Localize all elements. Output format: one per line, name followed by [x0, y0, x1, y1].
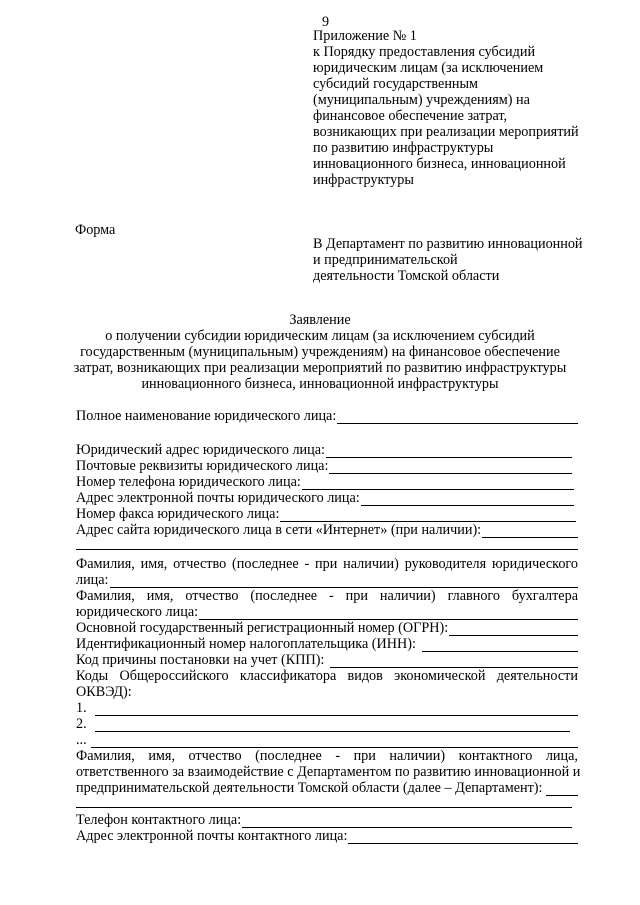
legal-address-field[interactable]	[76, 442, 572, 458]
fill-line[interactable]	[110, 575, 578, 588]
contact-field[interactable]	[76, 780, 578, 796]
fill-line[interactable]	[95, 719, 570, 732]
word: Коды	[76, 668, 109, 684]
word: наличии)	[389, 748, 446, 764]
legal-address-label: Юридический адрес юридического лица:	[76, 442, 325, 458]
fill-line[interactable]	[242, 815, 572, 828]
fill-line[interactable]	[329, 461, 572, 474]
phone-label: Номер телефона юридического лица:	[76, 474, 301, 490]
fax-field[interactable]	[76, 506, 576, 522]
okved-item-number: 1.	[76, 700, 87, 716]
title-heading: Заявление	[289, 312, 351, 328]
head-field[interactable]	[76, 572, 578, 588]
word: лица,	[545, 748, 578, 764]
contact-label: предпринимательской деятельности Томской области (далее – Департамент):	[76, 780, 543, 796]
okved-item-number: 2.	[76, 716, 87, 732]
word: (последнее	[255, 748, 322, 764]
kpp-label: Код причины постановки на учет (КПП):	[76, 652, 325, 668]
addressee-line: В Департамент по развитию инновационной	[313, 236, 583, 252]
word: (последнее	[250, 588, 318, 604]
accountant-field[interactable]	[76, 604, 578, 620]
postal-field[interactable]	[76, 458, 572, 474]
ogrn-label: Основной государственный регистрационный номер (ОГРН):	[76, 620, 449, 636]
word: имя,	[146, 588, 174, 604]
fill-line[interactable]	[422, 639, 578, 652]
fill-line[interactable]	[482, 525, 578, 538]
fax-label: Номер факса юридического лица:	[76, 506, 280, 522]
website-label: Адрес сайта юридического лица в сети «Интернет» (при наличии):	[76, 522, 482, 538]
full-name-field[interactable]	[76, 408, 578, 424]
title-line: государственным (муниципальным) учреждениям) на финансовое обеспечение	[80, 344, 560, 360]
fill-line[interactable]	[302, 477, 574, 490]
fill-line[interactable]	[95, 703, 578, 716]
word: видов	[347, 668, 383, 684]
addressee-line: деятельности Томской области	[313, 268, 500, 284]
contact-phone-field[interactable]	[76, 812, 572, 828]
okved-item-2[interactable]	[76, 716, 570, 732]
word: контактного	[458, 748, 533, 764]
contact-phone-label: Телефон контактного лица:	[76, 812, 242, 828]
word: Общероссийского	[119, 668, 229, 684]
word: Фамилия,	[76, 556, 135, 572]
appendix-line: инфраструктуры	[313, 172, 414, 188]
word: при	[353, 748, 376, 764]
word: отчество	[173, 556, 227, 572]
appendix-line: юридическим лицам (за исключением	[313, 60, 544, 76]
word: Фамилия,	[76, 588, 135, 604]
okved-more: ...	[76, 732, 87, 748]
fill-line[interactable]	[326, 445, 572, 458]
word: наличии)	[343, 556, 399, 572]
fill-line[interactable]	[348, 831, 578, 844]
word: Фамилия,	[76, 748, 135, 764]
fill-line[interactable]	[76, 548, 578, 550]
fill-line[interactable]	[337, 411, 578, 424]
appendix-line: Приложение № 1	[313, 28, 417, 44]
word: при	[345, 588, 368, 604]
okved-item-more[interactable]	[76, 732, 578, 748]
appendix-line: субсидий государственным	[313, 76, 479, 92]
okved-label-line	[76, 668, 578, 684]
email-field[interactable]	[76, 490, 574, 506]
fill-line[interactable]	[280, 509, 576, 522]
fill-line[interactable]	[361, 493, 574, 506]
email-label: Адрес электронной почты юридического лица:	[76, 490, 360, 506]
word: классификатора	[239, 668, 337, 684]
contact-label-line-2: ответственного за взаимодействие с Департаментом по развитию инновационной и	[76, 764, 581, 780]
addressee-block	[313, 236, 613, 284]
word: руководителя	[404, 556, 487, 572]
word: имя,	[140, 556, 168, 572]
website-field[interactable]	[76, 522, 578, 538]
word: имя,	[148, 748, 175, 764]
page-number: 9	[322, 14, 330, 30]
inn-field[interactable]	[76, 636, 578, 652]
head-label: лица:	[76, 572, 109, 588]
word: -	[329, 588, 334, 604]
appendix-line: финансовое обеспечение затрат,	[313, 108, 508, 124]
word: отчество	[188, 748, 242, 764]
title-line: затрат, возникающих при реализации мероприятий по развитию инфраструктуры	[73, 360, 567, 376]
word: -	[335, 748, 341, 764]
document-title	[60, 312, 580, 392]
fill-line[interactable]	[449, 623, 578, 636]
phone-field[interactable]	[76, 474, 574, 490]
word: отчество	[185, 588, 239, 604]
appendix-line: возникающих при реализации мероприятий	[313, 124, 579, 140]
title-line: о получении субсидии юридическим лицам (за исключением субсидий	[105, 328, 535, 344]
appendix-block	[313, 28, 613, 188]
fill-line[interactable]	[91, 735, 578, 748]
fill-line[interactable]	[546, 783, 578, 796]
appendix-line: к Порядку предоставления субсидий	[313, 44, 536, 60]
word: юридического	[491, 556, 578, 572]
contact-email-label: Адрес электронной почты контактного лица:	[76, 828, 348, 844]
ogrn-field[interactable]	[76, 620, 578, 636]
contact-email-field[interactable]	[76, 828, 578, 844]
full-name-label: Полное наименование юридического лица:	[76, 408, 337, 424]
accountant-label-line	[76, 588, 578, 604]
kpp-field[interactable]	[76, 652, 578, 668]
appendix-line: (муниципальным) учреждениям) на	[313, 92, 530, 108]
word: -	[304, 556, 310, 572]
word: деятельности	[496, 668, 578, 684]
okved-label: ОКВЭД):	[76, 684, 132, 700]
fill-line[interactable]	[76, 806, 572, 808]
fill-line[interactable]	[330, 655, 578, 668]
contact-label-line	[76, 748, 578, 764]
word: (последнее	[232, 556, 299, 572]
fill-line[interactable]	[199, 607, 578, 620]
okved-label-row	[76, 684, 578, 700]
postal-label: Почтовые реквизиты юридического лица:	[76, 458, 329, 474]
word: при	[315, 556, 338, 572]
word: экономической	[394, 668, 486, 684]
word: наличии)	[379, 588, 436, 604]
okved-item-1[interactable]	[76, 700, 578, 716]
word: главного	[447, 588, 500, 604]
form-label: Форма	[75, 222, 116, 238]
addressee-line: и предпринимательской	[313, 252, 458, 268]
inn-label: Идентификационный номер налогоплательщика (ИНН):	[76, 636, 416, 652]
appendix-line: инновационного бизнеса, инновационной	[313, 156, 566, 172]
accountant-label: юридического лица:	[76, 604, 199, 620]
appendix-line: по развитию инфраструктуры	[313, 140, 494, 156]
head-label-line	[76, 556, 578, 572]
title-line: инновационного бизнеса, инновационной инфраструктуры	[141, 376, 499, 392]
word: бухгалтера	[511, 588, 578, 604]
